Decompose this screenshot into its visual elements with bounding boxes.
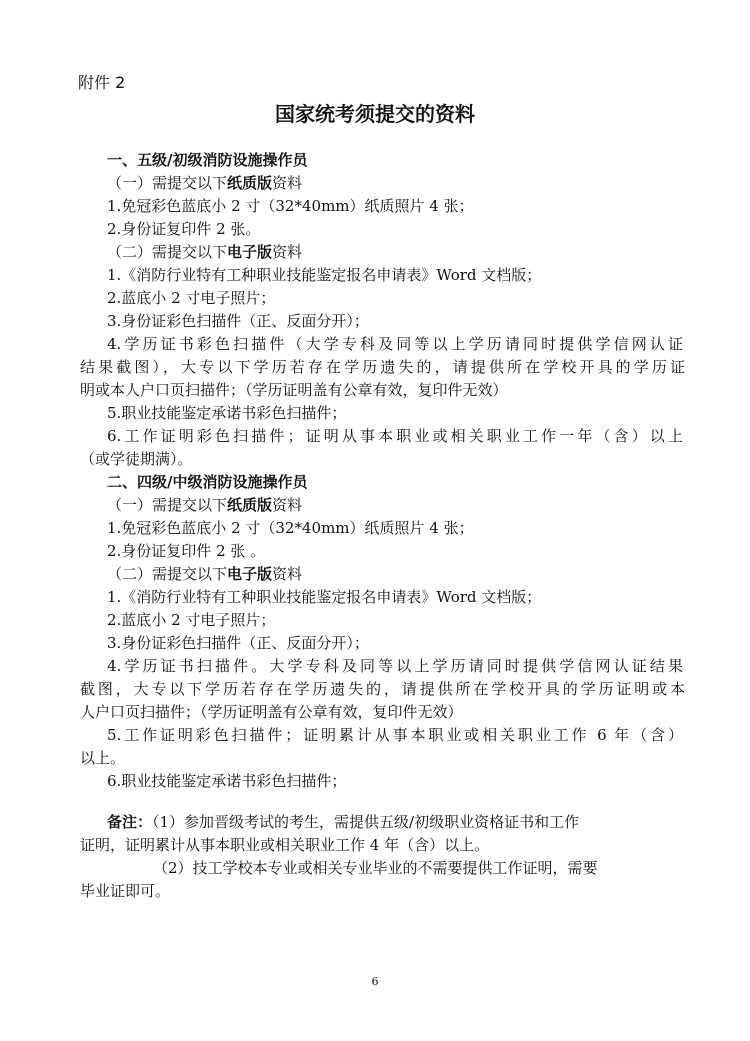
section-2-electronic-item-4-line-3: 人户口页扫描件；（学历证明盖有公章有效，复印件无效） xyxy=(80,703,463,721)
notes-label: 备注： xyxy=(107,813,153,831)
section-2-heading: 二、四级/中级消防设施操作员 xyxy=(107,473,308,491)
section-1-electronic-item-4-line-2: 结果截图），大专以下学历若存在学历遗失的，请提供所在学校开具的学历证 xyxy=(80,358,685,376)
section-2-electronic-item-5-line-1: 5.工作证明彩色扫描件；证明累计从事本职业或相关职业工作 6 年（含） xyxy=(107,726,683,744)
section-2-electronic-item-6: 6.职业技能鉴定承诺书彩色扫描件； xyxy=(107,772,347,790)
section-2-paper-subheading: （一）需提交以下纸质版资料 xyxy=(107,496,303,514)
notes-line-2: 证明，证明累计从事本职业或相关职业工作 4 年（含）以上。 xyxy=(80,836,490,854)
notes-line-1: 备注：（1）参加晋级考试的考生，需提供五级/初级职业资格证书和工作 xyxy=(107,813,580,831)
section-1-electronic-item-5: 5.职业技能鉴定承诺书彩色扫描件； xyxy=(107,404,347,422)
section-1-paper-subheading: （一）需提交以下纸质版资料 xyxy=(107,174,303,192)
attachment-label: 附件 2 xyxy=(78,73,126,92)
section-1-electronic-item-1: 1.《消防行业特有工种职业技能鉴定报名申请表》Word 文档版； xyxy=(107,266,542,284)
section-1-electronic-item-4-line-1: 4.学历证书彩色扫描件（大学专科及同等以上学历请同时提供学信网认证 xyxy=(107,335,683,353)
section-2-electronic-subheading: （二）需提交以下电子版资料 xyxy=(107,565,303,583)
section-2-electronic-item-4-line-2: 截图，大专以下学历若存在学历遗失的，请提供所在学校开具的学历证明或本 xyxy=(80,680,685,698)
section-2-electronic-item-5-line-2: 以上。 xyxy=(80,749,126,767)
notes-line-3: （2）技工学校本专业或相关专业毕业的不需要提供工作证明，需要 xyxy=(153,859,598,877)
section-1-electronic-item-2: 2.蓝底小 2 寸电子照片； xyxy=(107,289,276,307)
section-2-electronic-item-4-line-1: 4.学历证书扫描件。大学专科及同等以上学历请同时提供学信网认证结果 xyxy=(107,657,683,675)
section-2-electronic-item-1: 1.《消防行业特有工种职业技能鉴定报名申请表》Word 文档版； xyxy=(107,588,542,606)
section-1-electronic-item-3: 3.身份证彩色扫描件（正、反面分开）； xyxy=(107,312,369,330)
section-2-paper-item-2: 2.身份证复印件 2 张 。 xyxy=(107,542,266,560)
section-1-electronic-item-6-line-2: （或学徒期满）。 xyxy=(80,450,193,468)
section-2-paper-item-1: 1.免冠彩色蓝底小 2 寸（32*40mm）纸质照片 4 张； xyxy=(107,519,474,537)
page-number: 6 xyxy=(371,975,379,988)
section-1-electronic-subheading: （二）需提交以下电子版资料 xyxy=(107,243,303,261)
section-1-electronic-item-4-line-3: 明或本人户口页扫描件；（学历证明盖有公章有效，复印件无效） xyxy=(80,381,508,399)
section-1-paper-item-1: 1.免冠彩色蓝底小 2 寸（32*40mm）纸质照片 4 张； xyxy=(107,197,474,215)
section-2-electronic-item-2: 2.蓝底小 2 寸电子照片； xyxy=(107,611,276,629)
section-1-paper-item-2: 2.身份证复印件 2 张。 xyxy=(107,220,261,238)
section-1-heading: 一、五级/初级消防设施操作员 xyxy=(107,151,308,169)
page-title: 国家统考须提交的资料 xyxy=(275,102,475,126)
section-1-electronic-item-6-line-1: 6.工作证明彩色扫描件；证明从事本职业或相关职业工作一年（含）以上 xyxy=(107,427,683,445)
notes-line-4: 毕业证即可。 xyxy=(80,882,171,900)
section-2-electronic-item-3: 3.身份证彩色扫描件（正、反面分开）； xyxy=(107,634,369,652)
